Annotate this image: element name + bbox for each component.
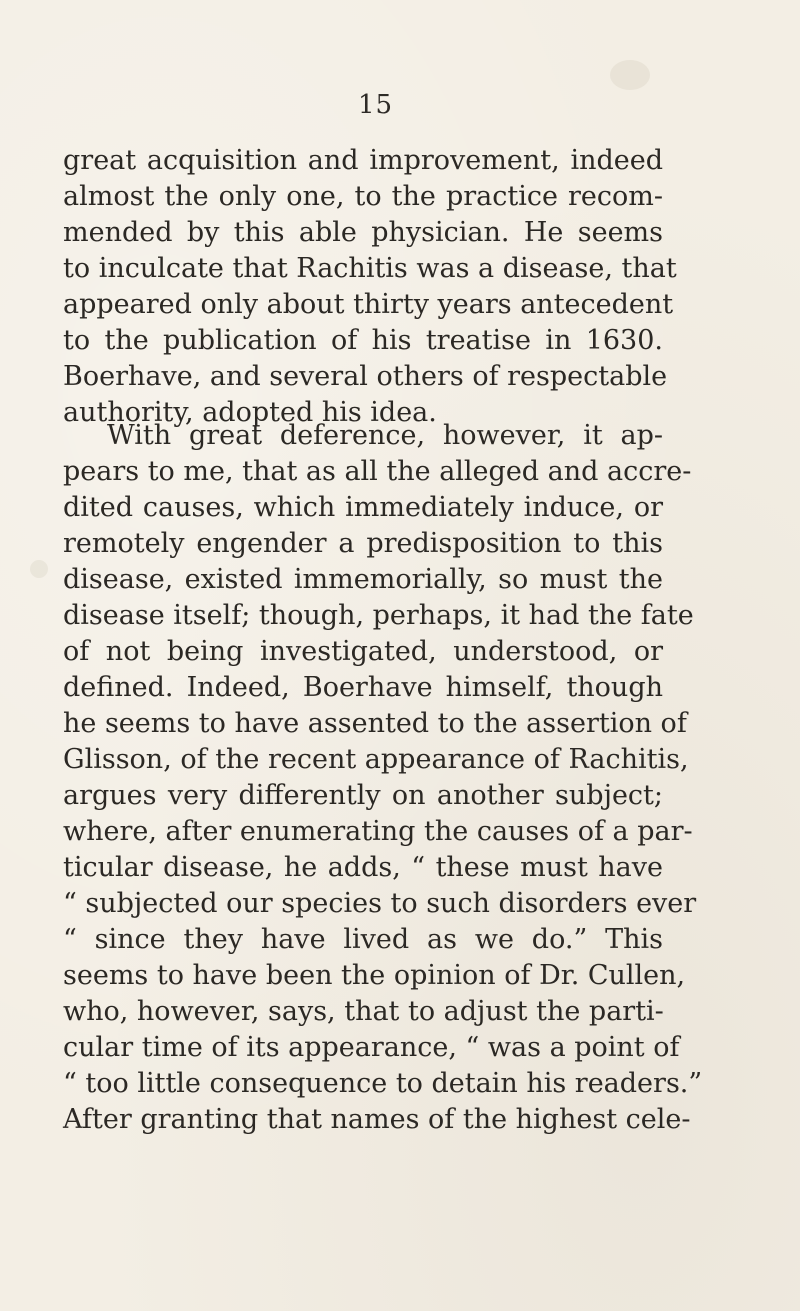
text-line: seems to have been the opinion of Dr. Cullen, [63,960,686,991]
text-line: pears to me, that as all the alleged and accre- [63,456,692,487]
text-line: of not being investigated, understood, or [63,636,663,667]
text-line: remotely engender a predisposition to this [63,528,663,559]
text-line: Boerhave, and several others of respectable [63,361,668,392]
text-line: “ too little consequence to detain his readers.” [63,1068,703,1099]
paper-stain [610,60,650,90]
text-line: to inculcate that Rachitis was a disease, that [63,253,677,284]
text-line: With great deference, however, it ap- [107,420,663,451]
text-line: ticular disease, he adds, “ these must have [63,852,663,883]
text-line: mended by this able physician. He seems [63,217,663,248]
text-line: dited causes, which immediately induce, or [63,492,663,523]
paragraph-2 [63,418,703,1138]
page-number: 15 [358,90,394,120]
text-line: he seems to have assented to the assertion of [63,708,687,739]
text-line: cular time of its appearance, “ was a point of [63,1032,680,1063]
text-line: “ subjected our species to such disorders ever [63,888,697,919]
text-line: After granting that names of the highest cele- [63,1104,691,1135]
text-line: disease, existed immemorially, so must the [63,564,663,595]
text-line: authority, adopted his idea. [63,397,437,428]
text-line: argues very differently on another subject; [63,780,663,811]
text-line: Glisson, of the recent appearance of Rachitis, [63,744,689,775]
text-line: great acquisition and improvement, indeed [63,145,663,176]
paper-stain [30,560,48,578]
text-line: who, however, says, that to adjust the parti- [63,996,664,1027]
text-line: disease itself; though, perhaps, it had the fate [63,600,694,631]
text-line: defined. Indeed, Boerhave himself, though [63,672,663,703]
text-line: “ since they have lived as we do.” This [63,924,663,955]
text-line: appeared only about thirty years antecedent [63,289,674,320]
paragraph-1 [63,143,677,431]
text-line: where, after enumerating the causes of a par- [63,816,693,847]
text-line: to the publication of his treatise in 1630. [63,325,663,356]
text-line: almost the only one, to the practice recom- [63,181,663,212]
